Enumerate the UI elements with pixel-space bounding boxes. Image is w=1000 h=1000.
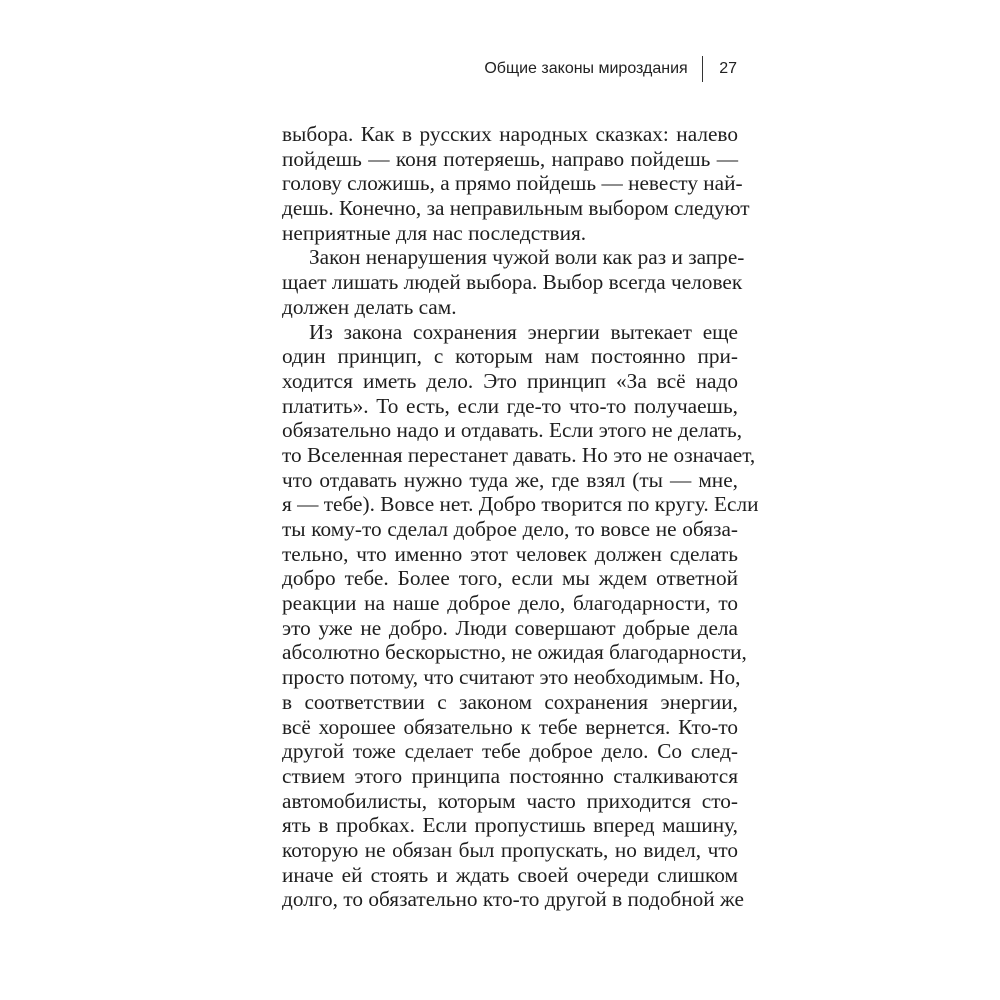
- text-line: платить». То есть, если где-то что-то получаешь,: [282, 393, 738, 418]
- text-line: в соответствии с законом сохранения энергии,: [282, 689, 738, 714]
- text-line: неприятные для нас последствия.: [282, 220, 587, 245]
- text-line: абсолютно бескорыстно, не ожидая благодарности,: [282, 640, 747, 665]
- text-line: обязательно надо и отдавать. Если этого не делать,: [282, 418, 743, 443]
- text-line: щает лишать людей выбора. Выбор всегда человек: [282, 270, 743, 295]
- text-line: долго, то обязательно кто-то другой в подобной же: [282, 887, 744, 912]
- paragraph: [282, 122, 750, 245]
- header-divider: [702, 56, 704, 82]
- text-line: ты кому-то сделал доброе дело, то вовсе не обяза-: [282, 517, 738, 541]
- text-line: должен делать сам.: [282, 294, 457, 319]
- text-line: иначе ей стоять и ждать своей очереди слишком: [282, 862, 738, 887]
- text-line: ять в пробках. Если пропустишь вперед машину,: [282, 813, 738, 838]
- text-line: пойдешь — коня потеряешь, направо пойдешь —: [282, 146, 738, 171]
- text-line: всё хорошее обязательно к тебе вернется. Кто-то: [282, 714, 738, 739]
- text-line: Закон ненарушения чужой воли как раз и запре-: [309, 245, 745, 270]
- text-line: просто потому, что считают это необходимым. Но,: [282, 665, 741, 690]
- paragraph: [282, 245, 745, 319]
- text-line: которую не обязан был пропускать, но видел, что: [282, 837, 738, 862]
- chapter-title: Общие законы мироздания: [484, 60, 688, 77]
- text-line: то Вселенная перестанет давать. Но это не означает,: [282, 442, 756, 467]
- text-line: голову сложишь, а прямо пойдешь — невесту най-: [282, 171, 743, 196]
- text-line: один принцип, с которым нам постоянно при-: [282, 344, 738, 369]
- text-line: что отдавать нужно туда же, где взял (ты — мне,: [282, 467, 738, 492]
- text-line: выбора. Как в русских народных сказках: налево: [282, 122, 738, 146]
- text-line: ходится иметь дело. Это принцип «За всё надо: [282, 368, 738, 393]
- text-line: добро тебе. Более того, если мы ждем ответной: [282, 566, 738, 591]
- text-line: реакции на наше доброе дело, благодарности, то: [282, 591, 738, 616]
- text-line: тельно, что именно этот человек должен сделать: [282, 541, 738, 566]
- paragraph: [282, 319, 759, 913]
- text-line: автомобилисты, которым часто приходится сто-: [282, 788, 738, 813]
- text-line: я — тебе). Вовсе нет. Добро творится по кругу. Если: [282, 492, 759, 517]
- page-number: 27: [719, 60, 737, 77]
- text-line: Из закона сохранения энергии вытекает еще: [309, 319, 738, 344]
- text-line: ствием этого принципа постоянно сталкиваются: [282, 763, 738, 788]
- body-text: [282, 122, 759, 912]
- running-header: [484, 56, 737, 82]
- text-line: дешь. Конечно, за неправильным выбором следуют: [282, 196, 750, 221]
- text-line: другой тоже сделает тебе доброе дело. Со след-: [282, 739, 738, 764]
- text-line: это уже не добро. Люди совершают добрые дела: [282, 615, 738, 640]
